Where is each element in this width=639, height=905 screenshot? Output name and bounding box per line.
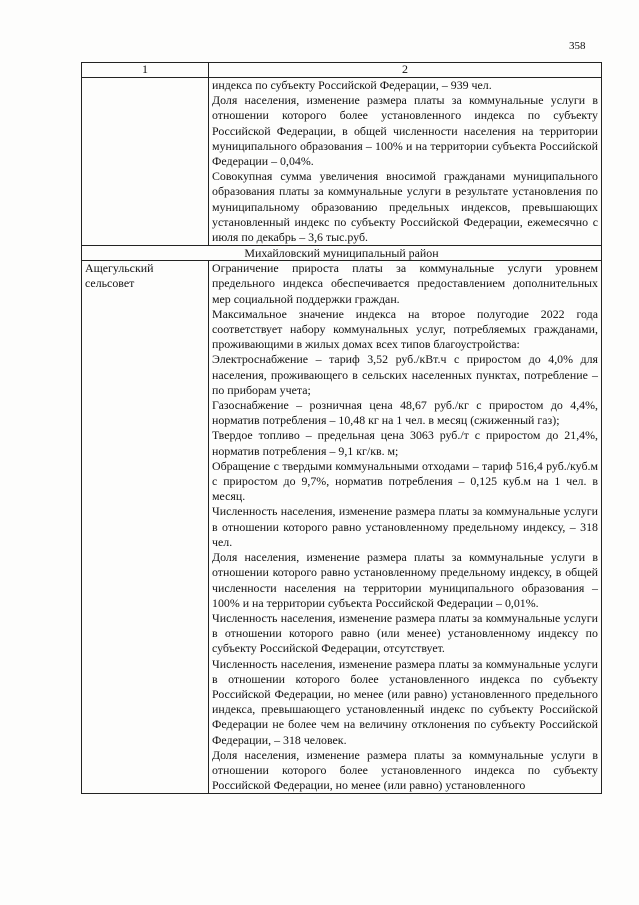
column-header-1: 1	[82, 63, 209, 78]
document-table	[81, 62, 602, 794]
continuation-row	[82, 78, 602, 246]
settlement-text-cell	[209, 261, 602, 794]
paragraph: Доля населения, изменение размера платы за коммунальные услуги в отношении которого более установленного индекса по субъекту Российской Федерации, в общей численности населения на территории муниципального образования – 100% и на территории субъекта Российской Федерации – 0,04%.	[212, 93, 598, 169]
paragraph: Твердое топливо – предельная цена 3063 руб./т с приростом до 21,4%, норматив потребления – 9,1 кг/кв. м;	[212, 428, 598, 458]
continuation-name-cell	[82, 78, 209, 246]
continuation-text-cell	[209, 78, 602, 246]
paragraph: Максимальное значение индекса на второе полугодие 2022 года соответствует набору коммунальных услуг, потребляемых гражданами, проживающими в жилых домах всех типов благоустройства:	[212, 306, 598, 352]
section-row	[82, 246, 602, 261]
paragraph: Совокупная сумма увеличения вносимой гражданами муниципального образования платы за коммунальные услуги в результате установления по муниципальному образованию предельных индексов, превышающих установленный индекс по субъекту Российской Федерации, ежемесячно с июля по декабрь – 3,6 тыс.руб.	[212, 169, 598, 245]
section-title: Михайловский муниципальный район	[82, 246, 602, 261]
paragraph: индекса по субъекту Российской Федерации, – 939 чел.	[212, 78, 492, 92]
table-row	[82, 261, 602, 794]
table-header-row	[82, 63, 602, 78]
paragraph: Газоснабжение – розничная цена 48,67 руб./кг с приростом до 4,4%, норматив потребления – 10,48 кг на 1 чел. в месяц (сжиженный газ);	[212, 398, 598, 428]
column-header-2: 2	[209, 63, 602, 78]
paragraph: Ограничение прироста платы за коммунальные услуги уровнем предельного индекса обеспечивается предоставлением дополнительных мер социальной поддержки граждан.	[212, 261, 598, 306]
settlement-name: Ащегульский сельсовет	[85, 261, 154, 291]
page-number: 358	[569, 40, 586, 52]
paragraph: Численность населения, изменение размера платы за коммунальные услуги в отношении которого более установленного индекса по субъекту Российской Федерации, но менее (или равно) установленного предельного индекса, превышающего установленный индекс по субъекту Российской Федерации не более чем на величину отклонения по субъекту Российской Федерации, – 318 человек.	[212, 656, 598, 747]
paragraph: Электроснабжение – тариф 3,52 руб./кВт.ч с приростом до 4,0% для населения, проживающего в сельских населенных пунктах, потребление – по приборам учета;	[212, 352, 598, 397]
paragraph: Численность населения, изменение размера платы за коммунальные услуги в отношении которого равно (или менее) установленному индексу по субъекту Российской Федерации, отсутствует.	[212, 610, 598, 656]
paragraph: Обращение с твердыми коммунальными отходами – тариф 516,4 руб./куб.м с приростом до 9,7%, норматив потребления – 0,125 куб.м на 1 чел. в месяц.	[212, 458, 598, 504]
settlement-name-cell	[82, 261, 209, 794]
paragraph: Доля населения, изменение размера платы за коммунальные услуги в отношении которого более установленного индекса по субъекту Российской Федерации, но менее (или равно) установленного	[212, 747, 598, 793]
paragraph: Численность населения, изменение размера платы за коммунальные услуги в отношении которого равно установленному предельному индексу, – 318 чел.	[212, 504, 598, 549]
paragraph: Доля населения, изменение размера платы за коммунальные услуги в отношении которого равно установленному предельному индексу, в общей численности населения на территории муниципального образования – 100% и на территории субъекта Российской Федерации – 0,01%.	[212, 550, 598, 610]
